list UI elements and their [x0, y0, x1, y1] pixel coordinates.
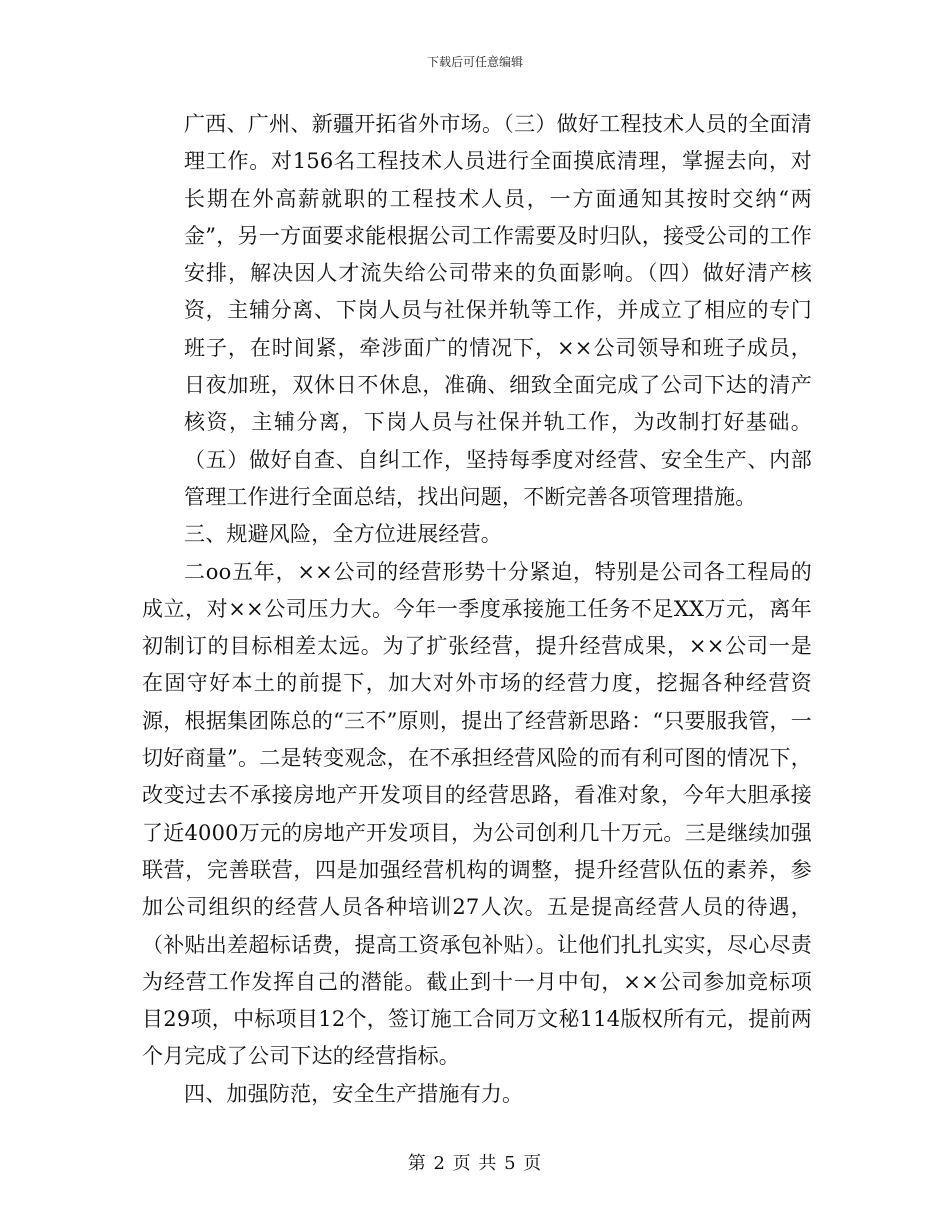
section-heading-4: 四、加强防范，安全生产措施有力。 [184, 1081, 524, 1106]
document-body [142, 106, 812, 1113]
page-header: 下载后可任意编辑 [426, 55, 523, 69]
page-number-footer: 第 2 页 共 5 页 [407, 1153, 543, 1174]
section-heading-3: 三、规避风险，全方位进展经营。 [184, 522, 502, 547]
paragraph-continuation: 广西、广州、新疆开拓省外市场。（三）做好工程技术人员的全面清理工作。对156名工程技术人员进行全面摸底清理，掌握去向，对长期在外高薪就职的工程技术人员，一方面通知其按时交纳“两金”，另一方面要求能根据公司工作需要及时归队，接受公司的工作安排，解决因人才流失给公司带来的负面影响。（四）做好清产核资，主辅分离、下岗人员与社保并轨等工作，并成立了相应的专门班子，在时间紧，牵涉面广的情况下，××公司领导和班子成员，日夜加班，双休日不休息，准确、细致全面完成了公司下达的清产核资，主辅分离，下岗人员与社保并轨工作，为改制打好基础。（五）做好自查、自纠工作，坚持每季度对经营、安全生产、内部管理工作进行全面总结，找出问题，不断完善各项管理措施。 [184, 112, 812, 509]
paragraph-business: 二oo五年，××公司的经营形势十分紧迫，特别是公司各工程局的成立，对××公司压力大。今年一季度承接施工任务不足XX万元，离年初制订的目标相差太远。为了扩张经营，提升经营成果，××公司一是在固守好本土的前提下，加大对外市场的经营力度，挖掘各种经营资源，根据集团陈总的“三不”原则，提出了经营新思路：“只要服我管，一切好商量”。二是转变观念，在不承担经营风险的而有利可图的情况下，改变过去不承接房地产开发项目的经营思路，看准对象，今年大胆承接了近4000万元的房地产开发项目，为公司创利几十万元。三是继续加强联营，完善联营，四是加强经营机构的调整，提升经营队伍的素养，参加公司组织的经营人员各种培训27人次。五是提高经营人员的待遇，（补贴出差超标话费，提高工资承包补贴）。让他们扎扎实实，尽心尽责为经营工作发挥自己的潜能。截止到十一月中旬，××公司参加竞标项目29项，中标项目12个，签订施工合同万文秘114版权所有元，提前两个月完成了公司下达的经营指标。 [142, 559, 812, 1069]
